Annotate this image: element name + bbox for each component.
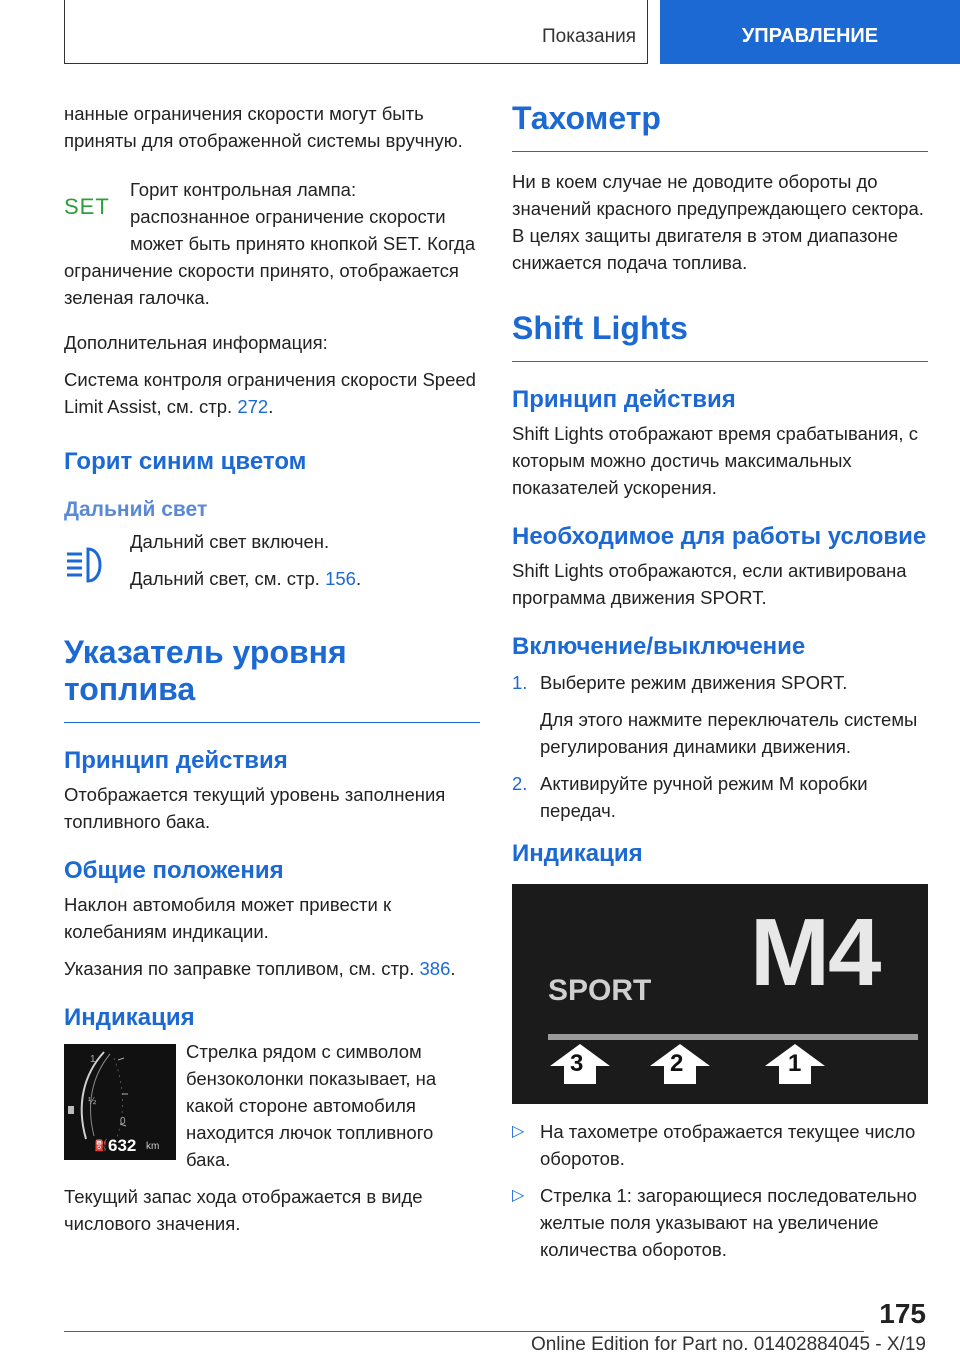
heading-principle: Принцип действия [512, 386, 736, 413]
heading-display: Индикация [64, 1004, 195, 1031]
bullet-text: На тахометре отображается текущее число оборотов. [540, 1121, 916, 1169]
high-beam-block [64, 528, 480, 602]
step-number: 1. [512, 672, 528, 693]
fuel-range-value: 632 [108, 1136, 137, 1155]
page-number: 175 [879, 1298, 926, 1329]
set-icon [64, 176, 130, 238]
high-beam-ref-text: Дальний свет, см. стр. [130, 568, 320, 589]
footer-divider [64, 1331, 864, 1332]
paragraph: Горит контрольная лампа: распознанное ограничение скорости может быть принято кнопкой SET. Когда ограничение скорости принято, отображается зеленая галочка. [64, 179, 476, 308]
paragraph: Отображается текущий уровень заполнения топливного бака. [64, 784, 446, 832]
heading-on-off: Включение/выключение [512, 633, 806, 660]
paragraph: нанные ограничения скорости могут быть приняты для отображенной системы вручную. [64, 103, 463, 151]
paragraph: Shift Lights отображаются, если активирована программа движения SPORT. [512, 560, 907, 608]
heading-tachometer: Тахометр [512, 100, 928, 152]
fuel-tick-half: ½ [88, 1096, 97, 1107]
paragraph: Ни в коем случае не доводите обороты до значений красного предупреждающего сектора. В целях защиты двигателя в этом диапазоне снижается подача топлива. [512, 171, 924, 273]
heading-shift-lights: Shift Lights [512, 310, 928, 362]
fuel-range-unit: km [146, 1141, 160, 1152]
steps-list [512, 669, 928, 824]
page-link-386[interactable]: 386 [419, 958, 451, 979]
paragraph: Система контроля ограничения скорости Speed Limit Assist, см. стр. 272. [64, 369, 476, 417]
step-text: Активируйте ручной режим M коробки передач. [540, 773, 868, 821]
arrow-3-label: 3 [570, 1050, 584, 1077]
paragraph: Указания по заправке топливом, см. стр. 386. [64, 958, 456, 979]
chapter-label: УПРАВЛЕНИЕ [741, 24, 879, 47]
paragraph: Текущий запас хода отображается в виде числового значения. [64, 1186, 423, 1234]
step-item [512, 770, 928, 824]
paragraph: Наклон автомобиля может привести к колебаниям индикации. [64, 894, 392, 942]
fuel-display-block [64, 1038, 480, 1237]
list-item [512, 1118, 928, 1172]
mode-label: SPORT [548, 974, 652, 1007]
arrow-1-label: 1 [788, 1050, 802, 1077]
step-text: Выберите режим движения SPORT. [540, 672, 848, 693]
arrow-2-label: 2 [670, 1050, 684, 1077]
set-indicator-block [64, 176, 480, 311]
step-subtext: Для этого нажмите переключатель системы регулирования динамики движения. [540, 709, 918, 757]
step-number: 2. [512, 773, 528, 794]
page-link-272[interactable]: 272 [237, 396, 269, 417]
refuel-text: Указания по заправке топливом, см. стр. [64, 958, 415, 979]
shift-lights-image [512, 884, 928, 1104]
step-item [512, 669, 928, 760]
set-icon-label: SET [64, 194, 110, 219]
heading-display: Индикация [512, 840, 643, 867]
list-item [512, 1182, 928, 1263]
heading-high-beam: Дальний свет [64, 498, 208, 521]
fuel-pump-icon: ⛽ [94, 1140, 108, 1152]
heading-general: Общие положения [64, 857, 284, 884]
triangle-bullet-icon: ▷ [512, 1187, 525, 1204]
fuel-tick-1: 1 [90, 1054, 96, 1065]
right-column [512, 100, 928, 1273]
heading-blue-light: Горит синим цветом [64, 448, 307, 475]
paragraph: Дальний свет, см. стр. 156. [130, 568, 362, 589]
heading-fuel-gauge: Указатель уровня топлива [64, 634, 480, 723]
paragraph: Дополнительная информация: [64, 332, 328, 353]
page-link-156[interactable]: 156 [325, 568, 356, 589]
paragraph: Дальний свет включен. [130, 531, 330, 552]
footer-edition: Online Edition for Part no. 01402884045 - X/19 [530, 1334, 926, 1355]
fuel-tick-0: 0 [120, 1116, 126, 1127]
fuel-gauge-image [64, 1044, 176, 1160]
heading-requirement: Необходимое для работы условие [512, 523, 927, 550]
paragraph: Shift Lights отображают время срабатывания, с которым можно достичь максимальных показателей ускорения. [512, 423, 918, 498]
triangle-bullet-icon: ▷ [512, 1123, 525, 1140]
high-beam-icon [64, 528, 130, 602]
left-column [64, 100, 480, 1237]
bullet-text: Стрелка 1: загорающиеся последовательно желтые поля указывают на увеличение количества оборотов. [540, 1185, 917, 1260]
header-chapter-tab[interactable] [660, 0, 960, 64]
paragraph: Стрелка рядом с символом бензоколонки показывает, на какой стороне автомобиля находится лючок топливного бака. [186, 1041, 437, 1170]
gear-indicator: M4 [750, 899, 880, 1006]
header-section-title: Показания [542, 26, 636, 47]
bullet-list [512, 1118, 928, 1263]
speed-limit-text: Система контроля ограничения скорости Speed Limit Assist, см. стр. [64, 369, 476, 417]
heading-principle: Принцип действия [64, 747, 288, 774]
